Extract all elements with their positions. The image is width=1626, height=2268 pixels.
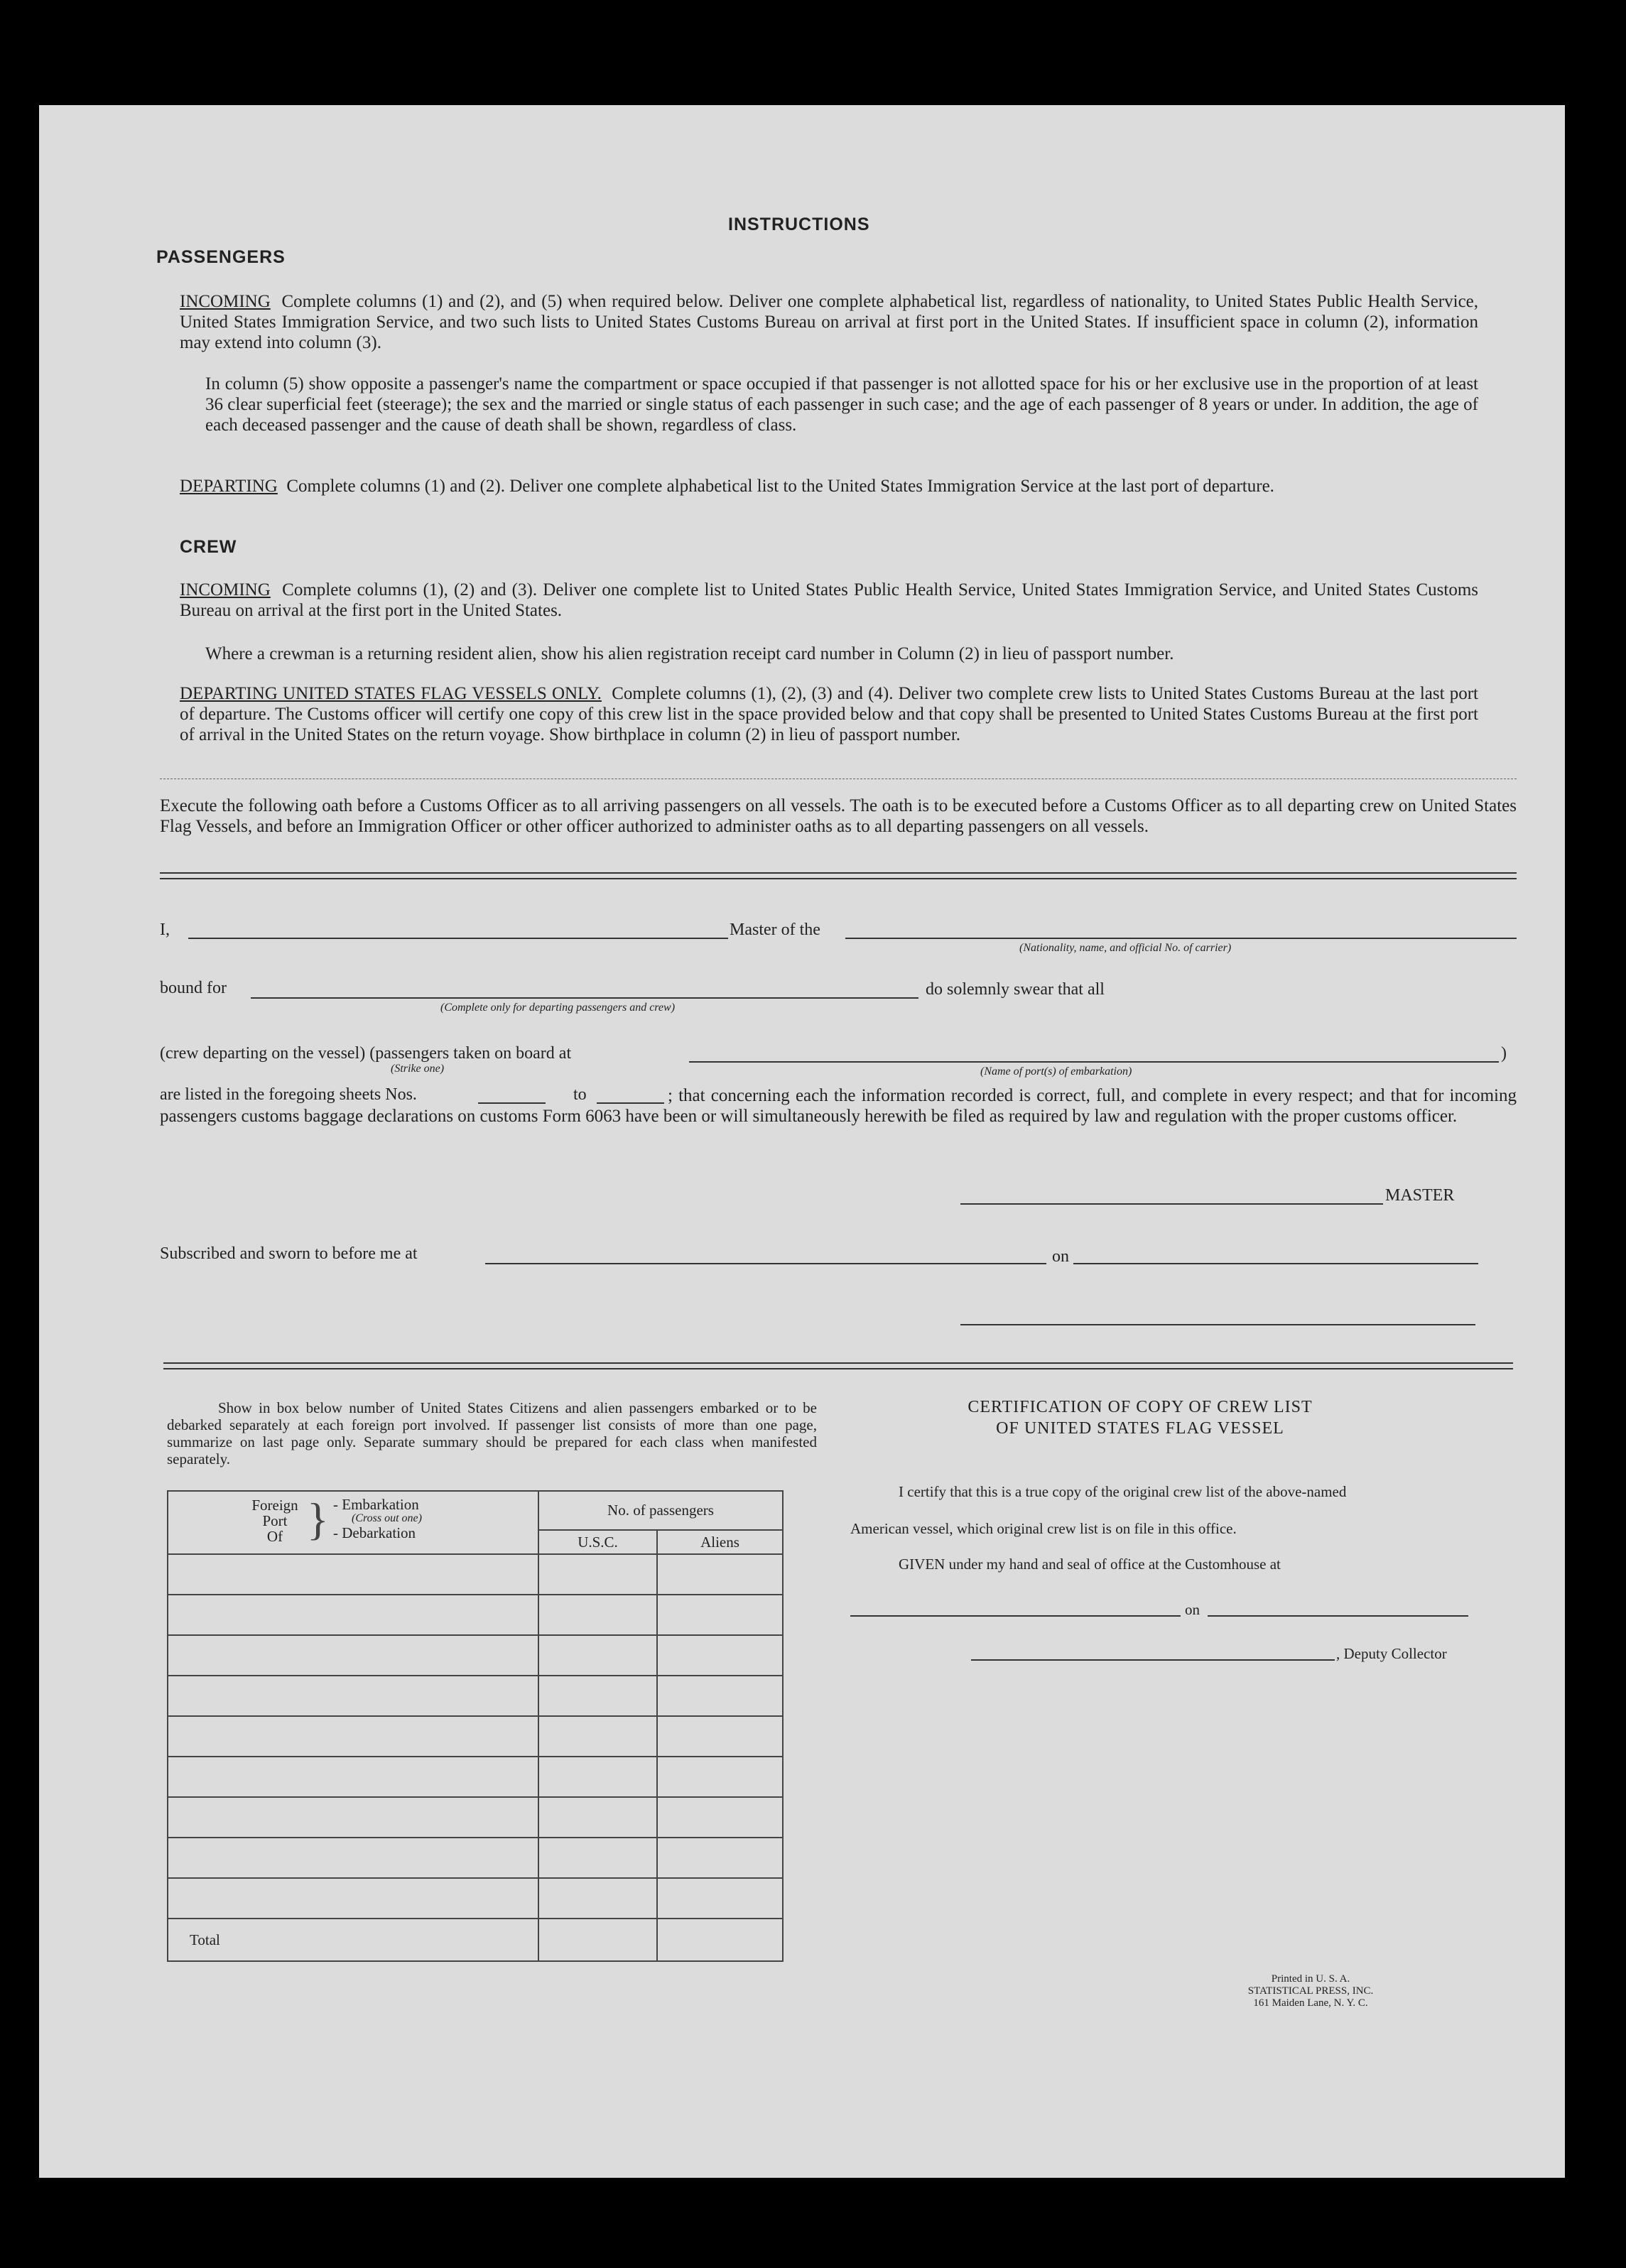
debarkation-label: - Debarkation [333,1524,416,1541]
printer-line-1: Printed in U. S. A. [1271,1973,1350,1985]
crew-heading: CREW [180,537,237,557]
close-paren: ) [1501,1044,1507,1063]
printer-imprint [1218,1973,1403,2009]
usc-total-cell[interactable] [538,1919,657,1961]
double-divider [160,872,1517,879]
passengers-incoming-paragraph [180,291,1478,353]
oath-instruction-paragraph: Execute the following oath before a Customs Officer as to all arriving passengers on all vessels. The oath is to be executed before a Customs Officer as to all departing crew on United States Flag Vessels, and before an Immigration Officer or other officer authorized to administer oaths as to all departing passengers on all vessels. [160,796,1517,836]
sworn-place-field[interactable] [485,1263,1046,1264]
crew-departing-text: Complete columns (1), (2), (3) and (4). Deliver two complete crew lists to United States Customs Bureau at the last port of departure. The Customs officer will certify one copy of this crew list in the space provided below and that copy shall be presented to United States Customs Bureau at the first port of arrival in the United States on the return voyage. Show birthplace in column (2) in lieu of passport number. [180,684,1479,744]
passengers-departing-paragraph [180,476,1478,497]
master-label: MASTER [1385,1186,1455,1205]
usc-cell[interactable] [538,1757,657,1797]
crew-departing-label: DEPARTING UNITED STATES FLAG VESSELS ONLY. [180,684,602,703]
aliens-cell[interactable] [657,1838,783,1878]
certify-line-1: I certify that this is a true copy of the original crew list of the above-named [899,1483,1347,1500]
crew-incoming-label: INCOMING [180,580,271,599]
strike-one-caption: (Strike one) [391,1063,445,1075]
master-signature-field[interactable] [960,1203,1383,1205]
port-cell[interactable] [168,1595,538,1635]
given-line: GIVEN under my hand and seal of office at the Customhouse at [899,1556,1281,1573]
usc-cell[interactable] [538,1838,657,1878]
port-cell[interactable] [168,1878,538,1919]
form-page [39,105,1565,2178]
usc-cell[interactable] [538,1797,657,1838]
bound-for-field[interactable] [251,997,918,999]
usc-cell[interactable] [538,1635,657,1676]
aliens-cell[interactable] [657,1676,783,1716]
bound-for-label: bound for [160,979,227,997]
passengers-heading: PASSENGERS [156,247,286,267]
bound-for-caption: (Complete only for departing passengers and crew) [440,1002,676,1014]
passengers-departing-text: Complete columns (1) and (2). Deliver one complete alphabetical list to the United States Immigration Service at the last port of departure. [286,477,1274,496]
cert-on-label: on [1185,1601,1200,1618]
no-passengers-header: No. of passengers [538,1491,783,1530]
aliens-total-cell[interactable] [657,1919,783,1961]
aliens-cell[interactable] [657,1797,783,1838]
deputy-signature-field[interactable] [971,1659,1335,1661]
summary-instructions: Show in box below number of United States Citizens and alien passengers embarked or to be debarked separately at each foreign port involved. If passenger list consists of more than one page, summarize on last page only. Separate summary should be prepared for each class when manifested separately. [167,1399,817,1467]
nationality-caption: (Nationality, name, and official No. of carrier) [1019,942,1232,954]
customhouse-field[interactable] [850,1615,1181,1617]
aliens-cell[interactable] [657,1757,783,1797]
swear-text: do solemnly swear that all [926,980,1105,999]
port-cell[interactable] [168,1554,538,1595]
sworn-date-field[interactable] [1073,1263,1478,1264]
port-cell[interactable] [168,1797,538,1838]
i-label: I, [160,921,170,939]
aliens-cell[interactable] [657,1554,783,1595]
cert-date-field[interactable] [1208,1615,1468,1617]
cross-out-label: (Cross out one) [352,1512,422,1524]
crew-alien-paragraph: Where a crewman is a returning resident alien, show his alien registration receipt card number in Column (2) in lieu of passport number. [205,644,1174,663]
passengers-incoming-label: INCOMING [180,292,271,311]
usc-cell[interactable] [538,1716,657,1757]
divider [160,778,1517,779]
ports-field[interactable] [689,1061,1499,1063]
crew-departing-paragraph [180,683,1478,745]
master-name-field[interactable] [188,938,728,939]
certify-line-2: American vessel, which original crew list is on file in this office. [850,1520,1237,1537]
aliens-cell[interactable] [657,1635,783,1676]
usc-cell[interactable] [538,1554,657,1595]
aliens-cell[interactable] [657,1716,783,1757]
certification-title-line-2: OF UNITED STATES FLAG VESSEL [996,1419,1284,1438]
listed-text-a: are listed in the foregoing sheets Nos. [160,1085,417,1104]
passengers-departing-label: DEPARTING [180,477,278,496]
instructions-title: INSTRUCTIONS [728,215,870,234]
certification-title [856,1396,1424,1439]
carrier-field[interactable] [845,938,1517,939]
crew-incoming-text: Complete columns (1), (2) and (3). Deliver one complete list to United States Public Health Service, United States Immigration Service, and United States Customs Bureau on arrival at the first port in the United States. [180,580,1479,620]
aliens-header: Aliens [657,1530,783,1554]
column-5-paragraph: In column (5) show opposite a passenger's name the compartment or space occupied if that passenger is not allotted space for his or her exclusive use in the proportion of at least 36 clear superficial feet (steerage); the sex and the married or single status of each passenger in such case; and the age of each passenger of 8 years or under. In addition, the age of each deceased passenger and the cause of death shall be shown, regardless of class. [205,374,1478,435]
listed-text-b: ; that concerning each the information recorded is correct, full, and complete in every respect; and that for incoming passengers customs baggage declarations on customs Form 6063 have been or will simultaneously herewith be filed as required by law and regulation with the proper customs officer. [160,1086,1517,1126]
subscribed-label: Subscribed and sworn to before me at [160,1244,418,1263]
usc-cell[interactable] [538,1676,657,1716]
usc-cell[interactable] [538,1878,657,1919]
port-cell[interactable] [168,1635,538,1676]
brace: } [307,1494,329,1544]
port-cell[interactable] [168,1676,538,1716]
printer-line-3: 161 Maiden Lane, N. Y. C. [1253,1997,1368,2009]
aliens-cell[interactable] [657,1878,783,1919]
crew-incoming-paragraph [180,580,1478,621]
listed-to: to [573,1085,587,1104]
certification-title-line-1: CERTIFICATION OF COPY OF CREW LIST [968,1398,1313,1416]
crew-departing-text: (crew departing on the vessel) (passengers taken on board at [160,1044,572,1063]
on-label: on [1052,1247,1069,1266]
port-cell[interactable] [168,1716,538,1757]
foreign-label: Foreign [251,1497,298,1514]
officer-signature-field[interactable] [960,1324,1475,1325]
aliens-cell[interactable] [657,1595,783,1635]
printer-line-2: STATISTICAL PRESS, INC. [1247,1985,1374,1997]
master-of-label: Master of the [730,921,820,939]
usc-cell[interactable] [538,1595,657,1635]
of-label: Of [266,1528,283,1545]
passengers-incoming-text: Complete columns (1) and (2), and (5) when required below. Deliver one complete alphabetical list, regardless of nationality, to United States Public Health Service, United States Immigration Service, and two such lists to United States Customs Bureau on arrival at first port in the United States. If insufficient space in column (2), information may extend into column (3). [180,292,1479,352]
deputy-collector-label: , Deputy Collector [1336,1645,1447,1662]
total-label: Total [168,1919,538,1961]
port-cell[interactable] [168,1838,538,1878]
usc-header: U.S.C. [538,1530,657,1554]
passenger-summary-table [167,1490,784,1962]
embarkation-label: - Embarkation [333,1496,419,1513]
port-cell[interactable] [168,1757,538,1797]
port-header [168,1491,538,1554]
ports-caption: (Name of port(s) of embarkation) [980,1065,1132,1078]
port-label: Port [262,1512,288,1529]
double-divider-2 [163,1362,1513,1369]
